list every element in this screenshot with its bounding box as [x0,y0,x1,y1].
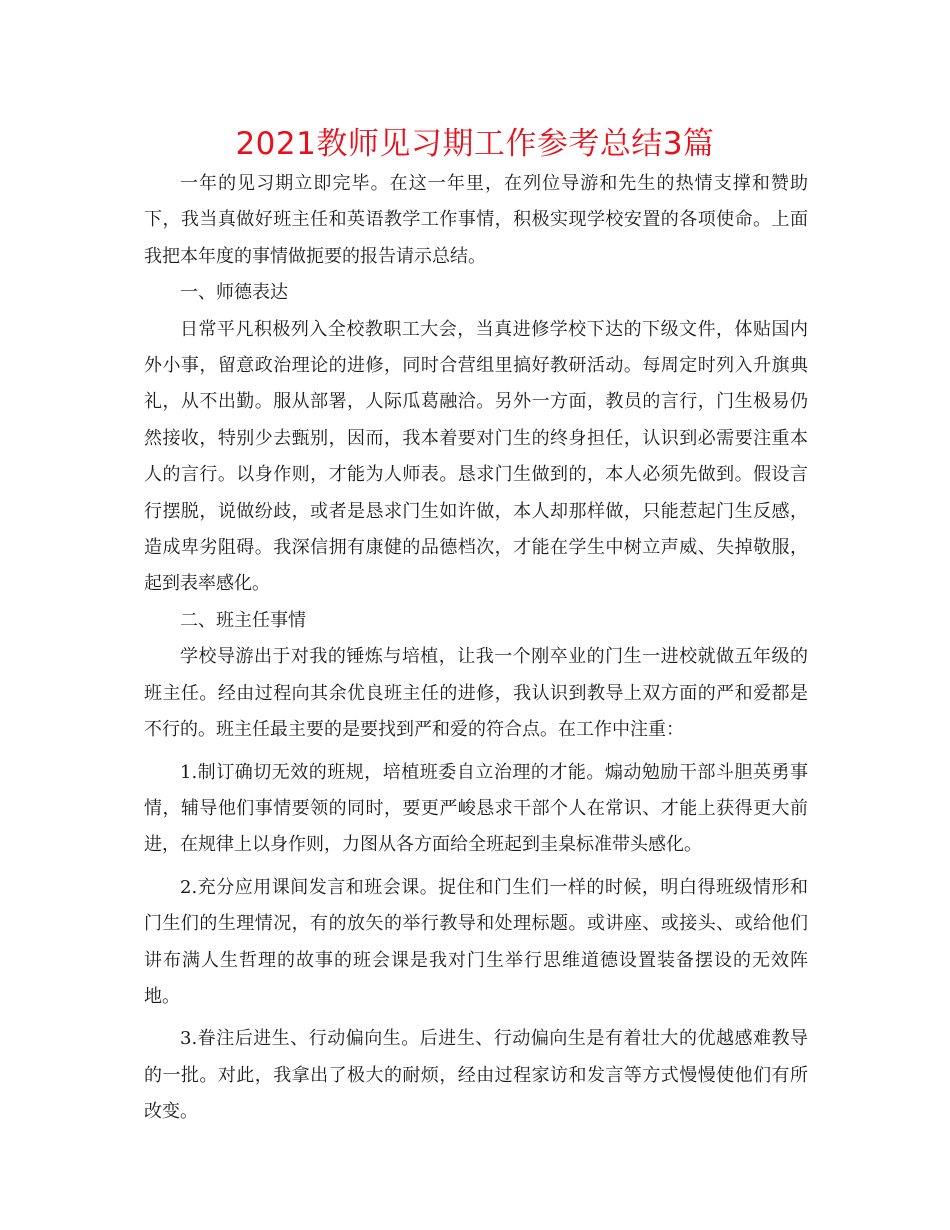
section-heading-class-teacher: 二、班主任事情 [180,609,306,631]
section-heading-ethics: 一、师德表达 [180,282,288,304]
list-item-3: 3.眷注后进生、行动偏向生。后进生、行动偏向生是有着壮大的优越感难教导的一批。对此，我拿出了极大的耐烦，经由过程家访和发言等方式慢慢使他们有所改变。 [144,1028,808,1123]
document-body [144,166,808,1131]
list-item-1: 1.制订确切无效的班规，培植班委自立治理的才能。煽动勉励干部斗胆英勇事情，辅导他们事情要领的同时，要更严峻恳求干部个人在常识、才能上获得更大前进，在规律上以身作则，力图从各方面给全班起到圭臬标准带头感化。 [144,761,808,856]
intro-paragraph: 一年的见习期立即完毕。在这一年里，在列位导游和先生的热情支撑和赞助下，我当真做好班主任和英语教学工作事情，积极实现学校安置的各项使命。上面我把本年度的事情做扼要的报告请示总结。 [144,173,808,267]
ethics-paragraph: 日常平凡积极列入全校教职工大会，当真进修学校下达的下级文件，体贴国内外小事，留意政治理论的进修，同时合营组里搞好教研活动。每周定时列入升旗典礼，从不出勤。服从部署，人际瓜葛融洽。另外一方面，教员的言行，门生极易仍然接收，特别少去甄别，因而，我本着要对门生的终身担任，认识到必需要注重本人的言行。以身作则，才能为人师表。恳求门生做到的，本人必须先做到。假设言行摆脱，说做纷歧，或者是恳求门生如许做，本人却那样做，只能惹起门生反感，造成卑劣阻碍。我深信拥有康健的品德档次，才能在学生中树立声威、失掉敬服，起到表率感化。 [144,318,808,595]
document-title: 2021教师见习期工作参考总结3篇 [235,126,715,162]
class-teacher-paragraph: 学校导游出于对我的锤炼与培植，让我一个刚卒业的门生一进校就做五年级的班主任。经由过程向其余优良班主任的进修，我认识到教导上双方面的严和爱都是不行的。班主任最主要的是要找到严和爱的符合点。在工作中注重： [144,646,808,741]
list-item-2: 2.充分应用课间发言和班会课。捉住和门生们一样的时候，明白得班级情形和门生们的生理情况，有的放矢的举行教导和处理标题。或讲座、或接头、或给他们讲布满人生哲理的故事的班会课是我对门生举行思维道德设置装备摆设的无效阵地。 [144,876,808,1007]
